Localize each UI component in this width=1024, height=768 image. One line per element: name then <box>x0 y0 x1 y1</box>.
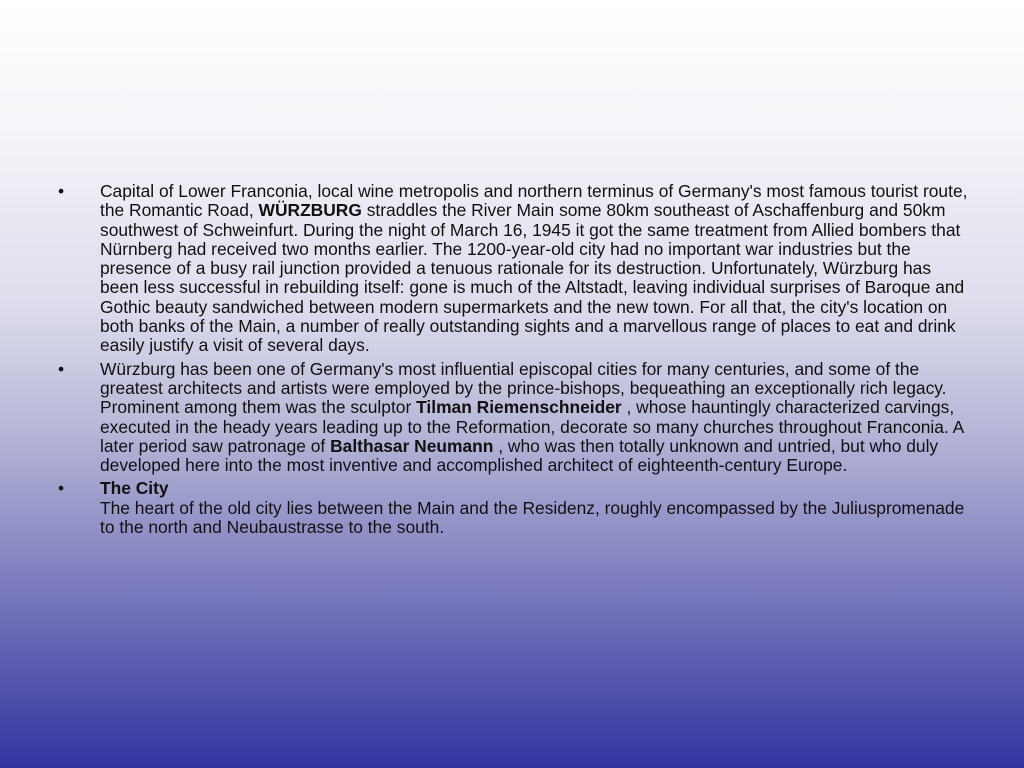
section-heading: The City <box>100 478 169 499</box>
paragraph-text: The heart of the old city lies between the Main and the Residenz, roughly encompassed by the Juliuspromenade to the north and Neubaustrasse to the south. <box>100 497 965 538</box>
paragraph-text: Capital of Lower Franconia, local wine metropolis and northern terminus of Germany's most famous tourist route, the Romantic Road, <box>100 181 968 221</box>
paragraph-text: straddles the River Main some 80km southeast of Aschaffenburg and 50km southwest of Schweinfurt. During the night of March 16, 1945 it got the same treatment from Allied bombers that Nürnberg had received two months earlier. The 1200-year-old city had no important war industries but the presence of a busy rail junction provided a tenuous rationale for its destruction. Unfortunately, Würzburg has been less successful in rebuilding itself: gone is much of the Altstadt, leaving individual surprises of Baroque and Gothic beauty sandwiched between modern supermarkets and the new town. For all that, the city's location on both banks of the Main, a number of really outstanding sights and a marvellous range of places to eat and drink easily justify a visit of several days. <box>100 200 965 356</box>
city-name-bold: WÜRZBURG <box>258 200 362 221</box>
bullet-marker: • <box>58 478 65 499</box>
paragraph-text: Würzburg has been one of Germany's most influential episcopal cities for many centuries, and some of the greatest architects and artists were employed by the prince-bishops, bequeathing an exceptionally rich legacy. Prominent among them was the sculptor <box>100 358 947 418</box>
bullet-marker: • <box>58 358 65 379</box>
bullet-item-wurzburg-intro <box>58 182 968 356</box>
bullet-list <box>58 182 968 537</box>
sculptor-name-bold: Tilman Riemenschneider <box>416 397 622 418</box>
paragraph-text: , who was then totally unknown and untried, but who duly developed here into the most inventive and accomplished architect of eighteenth-century Europe. <box>100 435 939 476</box>
architect-name-bold: Balthasar Neumann <box>330 435 494 456</box>
bullet-item-episcopal-history <box>58 360 968 476</box>
paragraph-text: , whose hauntingly characterized carvings, executed in the heady years leading up to the Reformation, decorate so many churches throughout Franconia. A later period saw patronage of <box>100 397 964 456</box>
bullet-marker: • <box>58 181 65 201</box>
bullet-item-the-city <box>58 479 968 537</box>
slide-body <box>58 182 968 541</box>
